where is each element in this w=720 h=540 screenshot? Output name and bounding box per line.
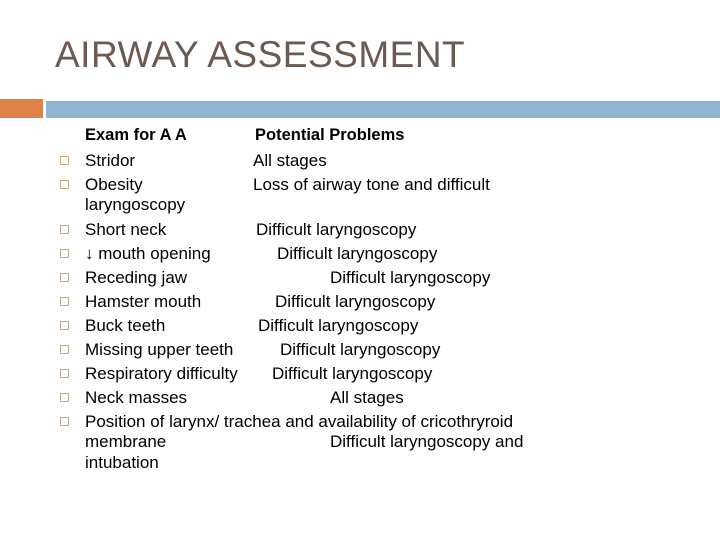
column-header-row bbox=[0, 126, 720, 149]
list-item[interactable] bbox=[0, 410, 720, 476]
list-item-exam: Buck teeth bbox=[85, 316, 166, 335]
list-item-exam: Respiratory difficulty bbox=[85, 364, 238, 383]
list-item[interactable] bbox=[0, 386, 720, 410]
square-bullet-icon bbox=[60, 273, 69, 282]
list-item-problem: All stages bbox=[330, 388, 404, 407]
page-title: AIRWAY ASSESSMENT bbox=[55, 34, 466, 75]
list-item-continuation-2: intubation bbox=[85, 453, 159, 472]
list-item-problem: All stages bbox=[253, 151, 327, 170]
list-item-problem: Difficult laryngoscopy bbox=[258, 316, 419, 335]
square-bullet-icon bbox=[60, 417, 69, 426]
bullet-list bbox=[0, 149, 720, 476]
list-item-problem: Loss of airway tone and difficult bbox=[253, 175, 490, 194]
list-item-exam: Stridor bbox=[85, 151, 136, 170]
list-item-problem: Difficult laryngoscopy bbox=[280, 340, 441, 359]
square-bullet-icon bbox=[60, 225, 69, 234]
square-bullet-icon bbox=[60, 249, 69, 258]
list-item[interactable] bbox=[0, 314, 720, 338]
list-item[interactable] bbox=[0, 362, 720, 386]
list-item-problem: Difficult laryngoscopy bbox=[277, 244, 438, 263]
list-item-continuation-problem: Difficult laryngoscopy and bbox=[330, 432, 524, 451]
list-item[interactable] bbox=[0, 338, 720, 362]
list-item-continuation: laryngoscopy bbox=[85, 195, 186, 214]
list-item[interactable] bbox=[0, 266, 720, 290]
list-item-problem: Difficult laryngoscopy bbox=[256, 220, 417, 239]
list-item-exam: Position of larynx/ trachea and availability of cricothryroid bbox=[85, 412, 514, 431]
accent-bar-decoration bbox=[46, 101, 720, 118]
square-bullet-icon bbox=[60, 345, 69, 354]
square-bullet-icon bbox=[60, 180, 69, 189]
list-item[interactable] bbox=[0, 173, 720, 218]
list-item-exam: Missing upper teeth bbox=[85, 340, 234, 359]
list-item-problem: Difficult laryngoscopy bbox=[330, 268, 491, 287]
list-item-exam: Short neck bbox=[85, 220, 167, 239]
list-item[interactable] bbox=[0, 149, 720, 173]
list-item-continuation: membrane bbox=[85, 432, 167, 451]
list-item-problem: Difficult laryngoscopy bbox=[272, 364, 433, 383]
content-body bbox=[0, 126, 720, 476]
list-item-exam: Receding jaw bbox=[85, 268, 188, 287]
column-header-problem: Potential Problems bbox=[255, 126, 405, 144]
list-item-exam: Hamster mouth bbox=[85, 292, 202, 311]
square-bullet-icon bbox=[60, 369, 69, 378]
list-item[interactable] bbox=[0, 290, 720, 314]
list-item-exam: Obesity bbox=[85, 175, 143, 194]
column-header-exam: Exam for A A bbox=[85, 126, 187, 144]
square-bullet-icon bbox=[60, 393, 69, 402]
square-bullet-icon bbox=[60, 156, 69, 165]
list-item-exam: Neck masses bbox=[85, 388, 188, 407]
list-item-problem: Difficult laryngoscopy bbox=[275, 292, 436, 311]
list-item[interactable] bbox=[0, 218, 720, 242]
list-item-exam: ↓ mouth opening bbox=[85, 244, 211, 263]
square-bullet-icon bbox=[60, 297, 69, 306]
accent-square-decoration bbox=[0, 99, 43, 118]
list-item[interactable] bbox=[0, 242, 720, 266]
square-bullet-icon bbox=[60, 321, 69, 330]
